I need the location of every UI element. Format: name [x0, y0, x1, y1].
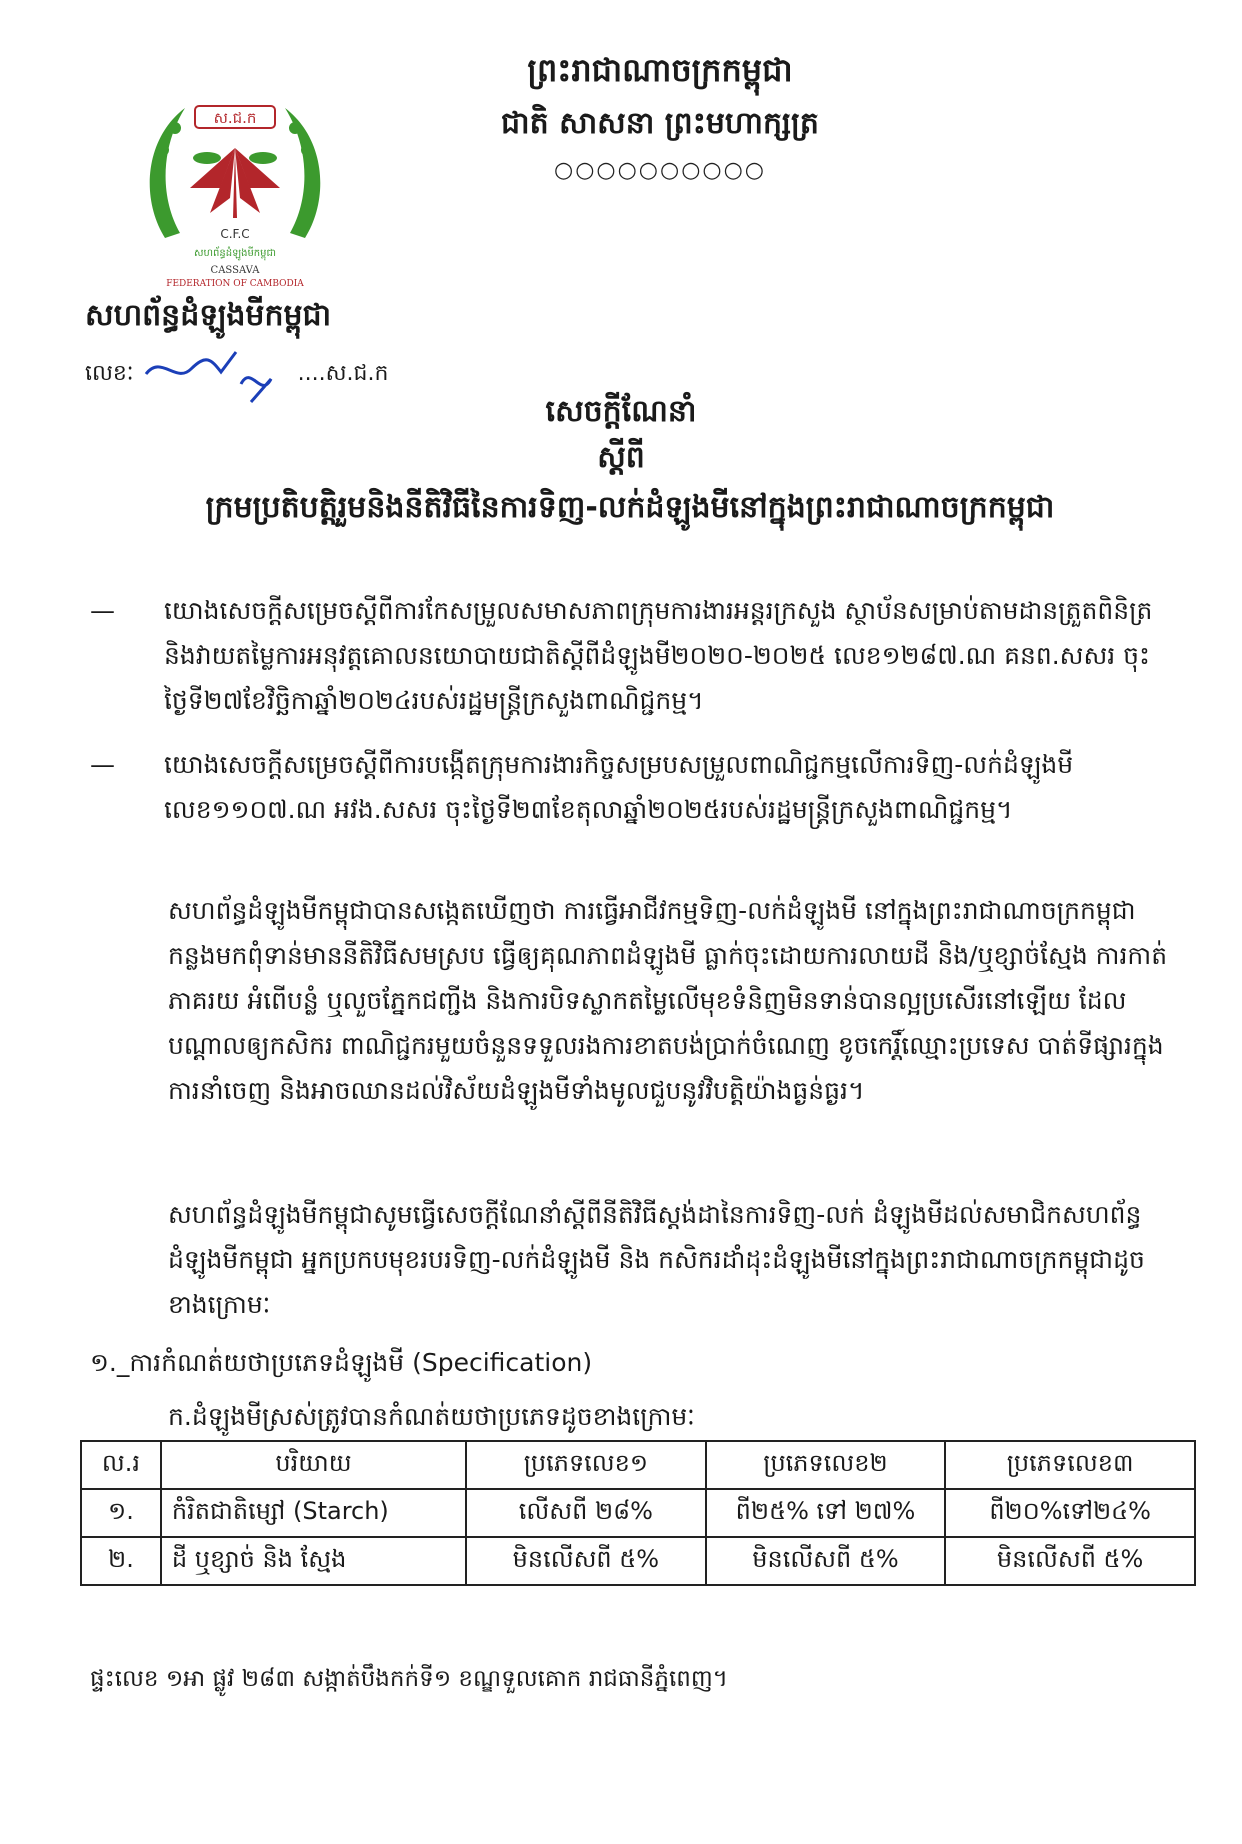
kingdom-heading: ព្រះរាជាណាចក្រកម្ពុជា	[527, 51, 793, 89]
bullet-dash: —	[90, 750, 115, 779]
national-motto: ជាតិ សាសនា ព្រះមហាក្សត្រ	[501, 106, 819, 141]
table-cell: មិនលើសពី ៥%	[706, 1537, 946, 1585]
svg-text:C.F.C: C.F.C	[220, 227, 250, 241]
ornament-divider: ○○○○○○○○○○	[554, 158, 766, 183]
organization-name: សហព័ន្ធដំឡូងមីកម្ពុជា	[85, 298, 332, 333]
table-header-cell: ប្រភេទលេខ៣	[945, 1441, 1195, 1489]
table-row	[81, 1489, 1195, 1537]
table-cell: កំរិតជាតិម្សៅ (Starch)	[161, 1489, 466, 1537]
table-cell: មិនលើសពី ៥%	[466, 1537, 706, 1585]
document-title: សេចក្តីណែនាំ	[545, 394, 697, 429]
footer-address: ផ្ទះលេខ ១អា ផ្លូវ ២៨៣ សង្កាត់បឹងកក់ទី១ ខណ្ឌទួលគោក រាជធានីភ្នំពេញ។	[90, 1666, 728, 1692]
svg-text:CASSAVA: CASSAVA	[210, 265, 260, 276]
bullet-text: យោងសេចក្តីសម្រេចស្តីពីការបង្កើតក្រុមការងារកិច្ចសម្របសម្រួលពាណិជ្ជកម្មលើការទិញ-លក់ដំឡូងមី លេខ១១០៧.ណ អវង.សសរ ចុះថ្ងៃទី២៣ខែតុលាឆ្នាំ២០២៥របស់រដ្ឋមន្ត្រីក្រសួងពាណិជ្ជកម្ម។	[164, 750, 1074, 824]
reference-suffix: ....ស.ជ.ក	[297, 361, 389, 386]
section-subheading: ក.ដំឡូងមីស្រស់ត្រូវបានកំណត់យថាប្រភេទដូចខាងក្រោមៈ	[168, 1402, 695, 1431]
specification-table	[80, 1440, 1196, 1586]
svg-text:ស.ជ.ក: ស.ជ.ក	[213, 109, 257, 127]
document-title-about: ស្តីពី	[597, 440, 645, 475]
table-cell: ២.	[81, 1537, 161, 1585]
table-header-cell: ប្រភេទលេខ១	[466, 1441, 706, 1489]
svg-text:FEDERATION OF CAMBODIA: FEDERATION OF CAMBODIA	[166, 279, 304, 288]
section-heading: ១._ការកំណត់យថាប្រភេទដំឡូងមី (Specification)	[90, 1348, 593, 1377]
body-paragraph-1: សហព័ន្ធដំឡូងមីកម្ពុជាបានសង្កេតឃើញថា ការធ្វើអាជីវកម្មទិញ-លក់ដំឡូងមី នៅក្នុងព្រះរាជាណាចក្រកម្ពុជា កន្លងមកពុំទាន់មាននីតិវិធីសមស្រប ធ្វើឲ្យគុណភាពដំឡូងមី ធ្លាក់ចុះដោយការលាយដី និង/ឬខ្សាច់ស្មែង ការកាត់ភាគរយ អំពើបន្លំ ឬលួចភ្នែកជញ្ជីង និងការបិទស្លាកតម្លៃលើមុខទំនិញមិនទាន់បានល្អប្រសើរនៅឡើយ ដែលបណ្តាលឲ្យកសិករ ពាណិជ្ជករមួយចំនួនទទួលរងការខាតបង់ប្រាក់ចំណេញ ខូចកេរ្តិ៍ឈ្មោះប្រទេស បាត់ទីផ្សារក្នុងការនាំចេញ និងអាចឈានដល់វិស័យដំឡូងមីទាំងមូលជួបនូវវិបត្តិយ៉ាងធ្ងន់ធ្ងរ។	[168, 896, 1168, 1105]
table-cell: ពី២០%ទៅ២៤%	[945, 1489, 1195, 1537]
table-header-cell: ប្រភេទលេខ២	[706, 1441, 946, 1489]
body-paragraph-2: សហព័ន្ធដំឡូងមីកម្ពុជាសូមធ្វើសេចក្តីណែនាំស្តីពីនីតិវិធីស្តង់ដានៃការទិញ-លក់ ដំឡូងមីដល់សមាជិកសហព័ន្ធដំឡូងមីកម្ពុជា អ្នកប្រកបមុខរបរទិញ-លក់ដំឡូងមី និង កសិករដាំដុះដំឡូងមីនៅក្នុងព្រះរាជាណាចក្រកម្ពុជាដូចខាងក្រោមៈ	[168, 1200, 1145, 1319]
table-header-row	[81, 1441, 1195, 1489]
reference-prefix: លេខៈ	[85, 361, 134, 386]
bullet-text: យោងសេចក្តីសម្រេចស្តីពីការកែសម្រួលសមាសភាពក្រុមការងារអន្តរក្រសួង ស្ថាប័នសម្រាប់តាមដានត្រួតពិនិត្រនិងវាយតម្លៃការអនុវត្តគោលនយោបាយជាតិស្តីពីដំឡូងមី២០២០-២០២៥ លេខ១២៨៧.ណ គនព.សសរ ចុះថ្ងៃទី២៧ខែវិច្ឆិកាឆ្នាំ២០២៤របស់រដ្ឋមន្ត្រីក្រសួងពាណិជ្ជកម្ម។	[164, 596, 1153, 715]
table-row	[81, 1537, 1195, 1585]
table-cell: លើសពី ២៨%	[466, 1489, 706, 1537]
table-cell: មិនលើសពី ៥%	[945, 1537, 1195, 1585]
bullet-dash: —	[90, 596, 115, 625]
svg-text:សហព័ន្ធដំឡូងមីកម្ពុជា: សហព័ន្ធដំឡូងមីកម្ពុជា	[193, 248, 277, 259]
document-subject: ក្រមប្រតិបត្តិរួមនិងនីតិវិធីនៃការទិញ-លក់ដំឡូងមីនៅក្នុងព្រះរាជាណាចក្រកម្ពុជា	[205, 490, 1055, 525]
federation-logo	[135, 88, 335, 288]
table-cell: ពី២៥% ទៅ ២៧%	[706, 1489, 946, 1537]
table-cell: ១.	[81, 1489, 161, 1537]
table-header-cell: ល.រ	[81, 1441, 161, 1489]
table-header-cell: បរិយាយ	[161, 1441, 466, 1489]
table-cell: ដី ឬខ្សាច់ និង ស្មែង	[161, 1537, 466, 1585]
